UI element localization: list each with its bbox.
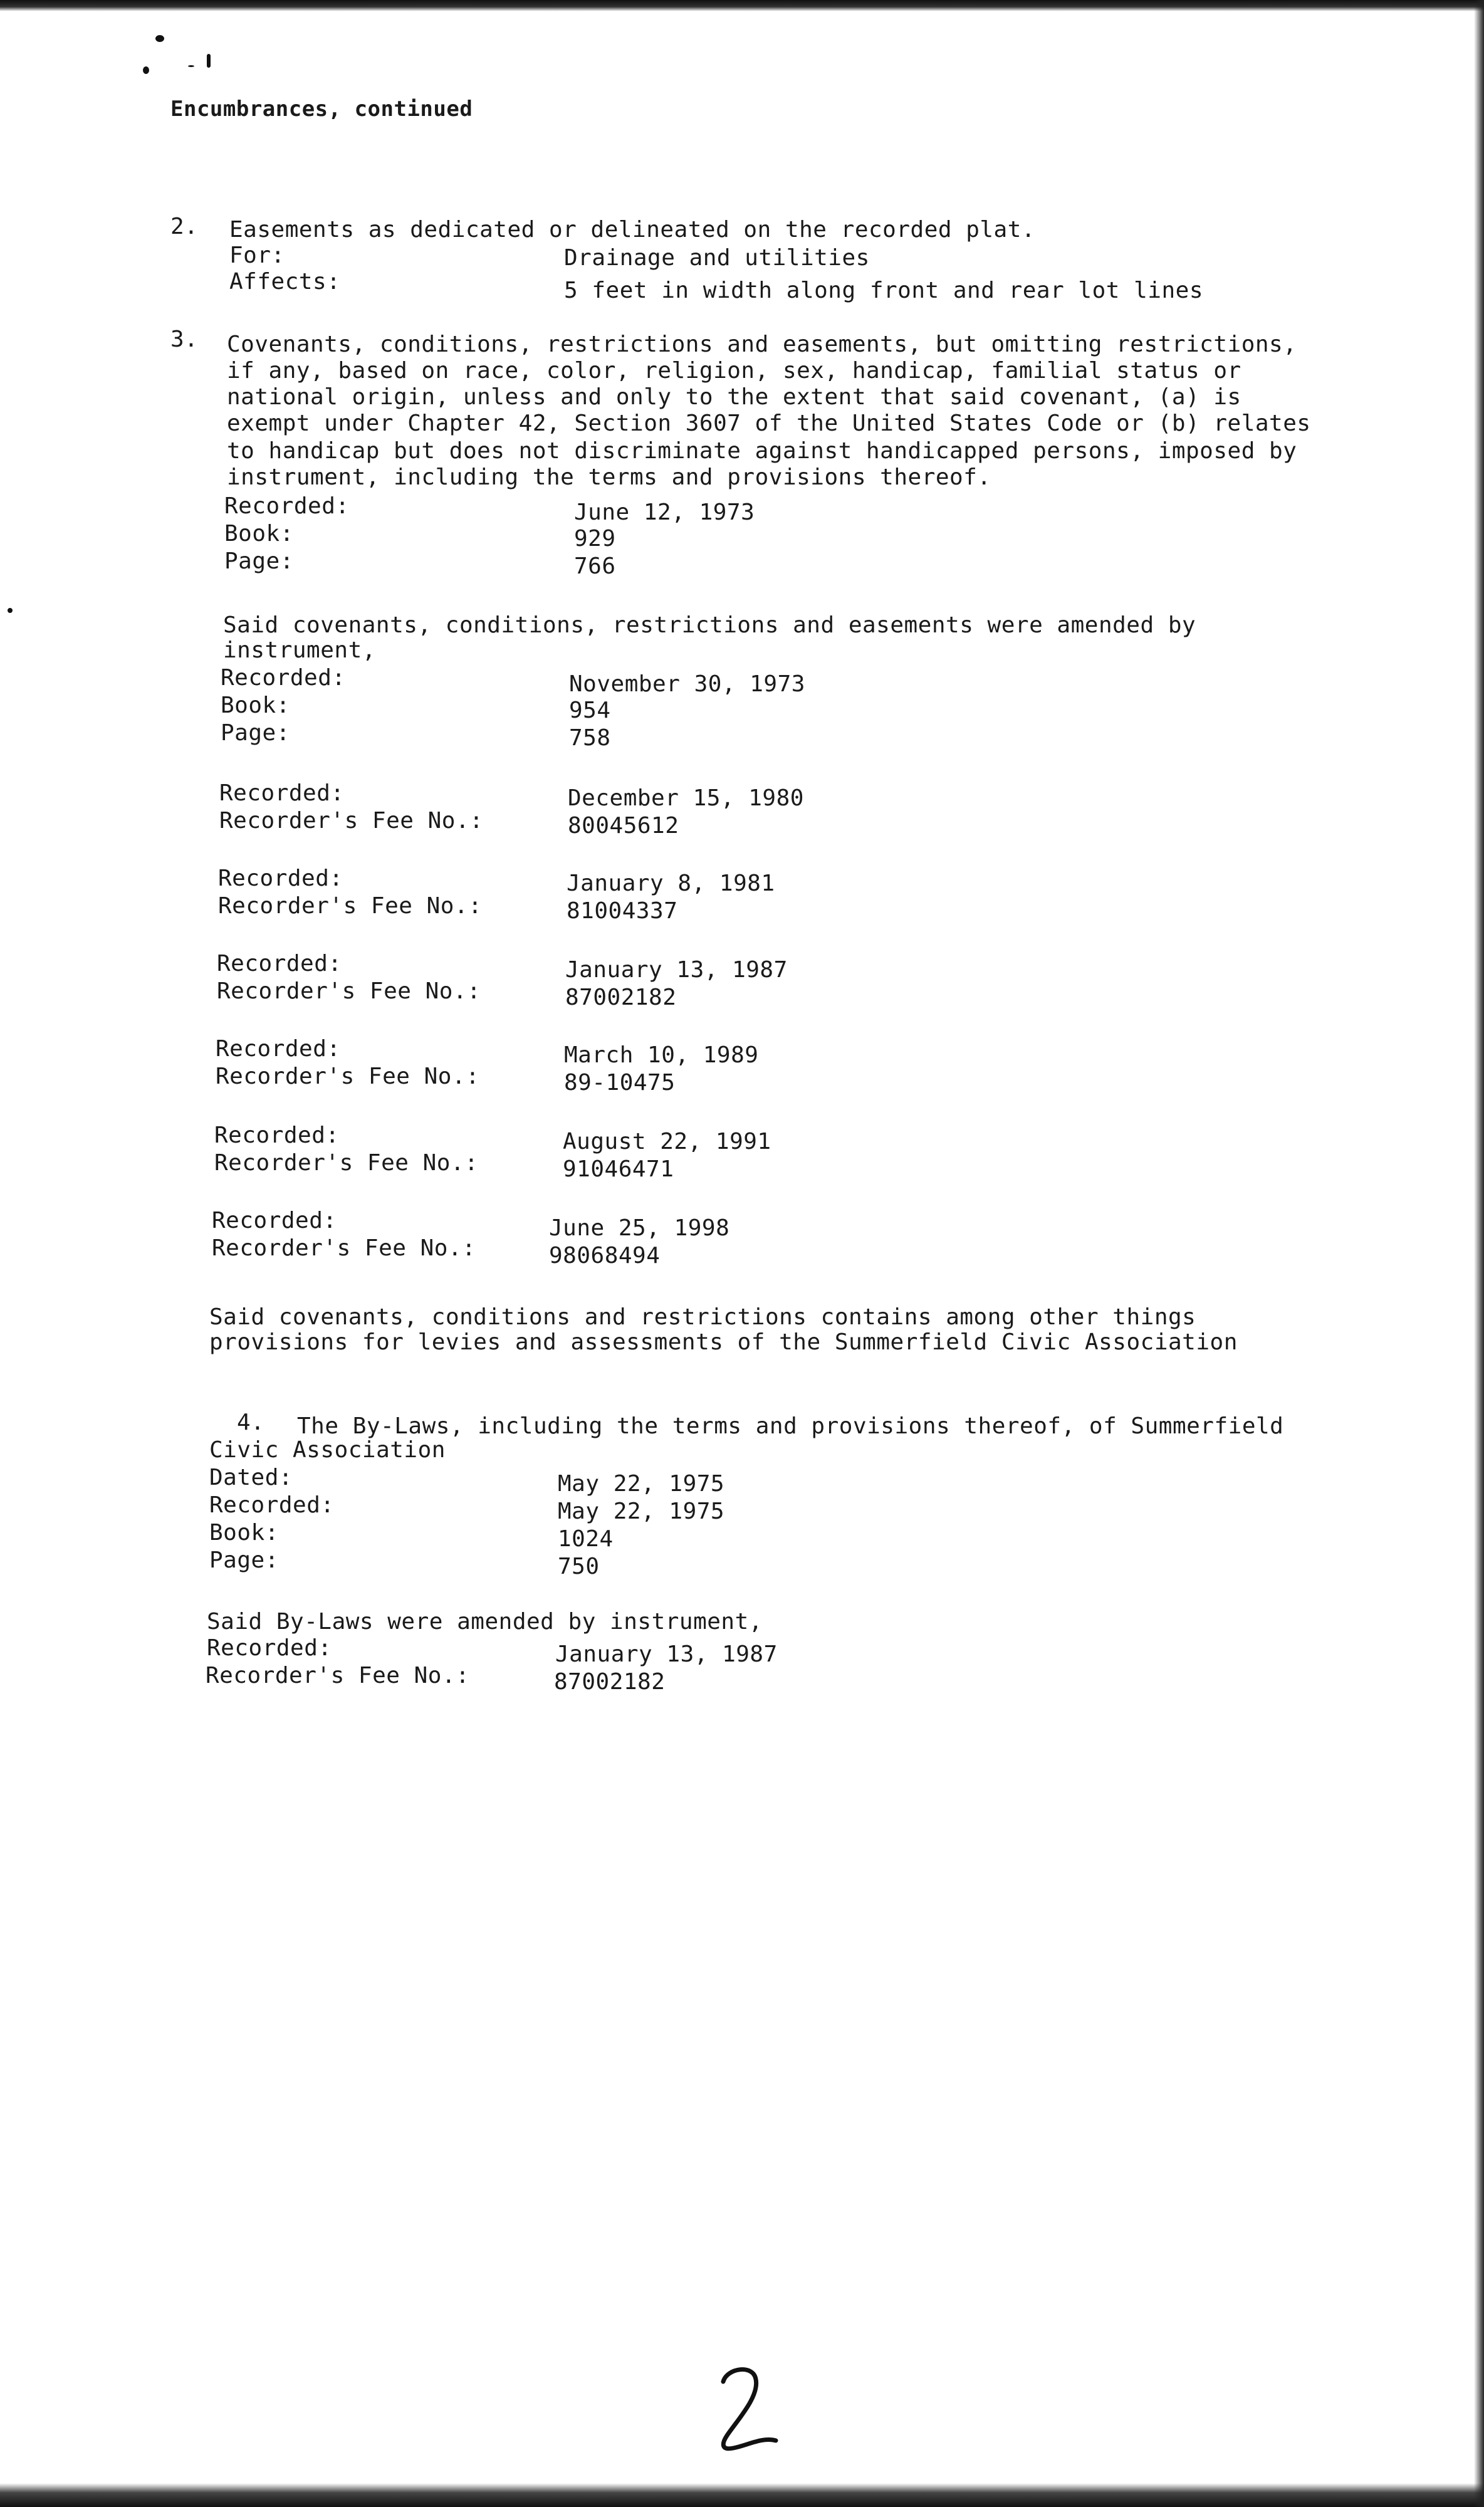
field-label: Page: — [221, 720, 290, 746]
field-value: June 25, 1998 — [549, 1215, 730, 1241]
field-label: Recorded: — [217, 951, 342, 976]
field-value: Drainage and utilities — [564, 245, 870, 271]
scan-speck — [8, 608, 13, 613]
field-value: November 30, 1973 — [569, 671, 805, 697]
field-label: Recorder's Fee No.: — [206, 1663, 470, 1688]
amendment-text-line: instrument, — [223, 637, 376, 663]
field-value: March 10, 1989 — [564, 1042, 759, 1068]
levies-text-line: Said covenants, conditions and restrictions contains among other things — [209, 1304, 1196, 1330]
field-value: December 15, 1980 — [568, 785, 804, 811]
field-value: 5 feet in width along front and rear lot lines — [564, 278, 1203, 303]
field-value: January 8, 1981 — [567, 871, 775, 896]
amendment-text-line: Said covenants, conditions, restrictions and easements were amended by — [223, 612, 1196, 638]
field-value: 929 — [574, 526, 616, 552]
field-value: 87002182 — [554, 1669, 666, 1695]
scan-border-right — [1474, 0, 1484, 2507]
field-label: For: — [229, 243, 285, 268]
field-value: 954 — [569, 698, 611, 723]
field-value: 758 — [569, 725, 611, 751]
field-label: Recorder's Fee No.: — [218, 893, 483, 919]
field-label: Recorded: — [214, 1123, 340, 1148]
item-text-line: Covenants, conditions, restrictions and easements, but omitting restrictions, — [227, 332, 1297, 357]
field-label: Recorded: — [209, 1492, 335, 1518]
field-label: Page: — [209, 1547, 279, 1573]
item-text-line: exempt under Chapter 42, Section 3607 of the United States Code or (b) relates — [227, 411, 1311, 436]
field-value: 98068494 — [549, 1243, 661, 1269]
levies-text-line: provisions for levies and assessments of the Summerfield Civic Association — [209, 1329, 1238, 1355]
item-text-line: to handicap but does not discriminate against handicapped persons, imposed by — [227, 438, 1297, 464]
field-label: Recorder's Fee No.: — [217, 978, 481, 1004]
field-label: Recorder's Fee No.: — [214, 1150, 479, 1176]
field-value: 1024 — [558, 1526, 614, 1552]
field-value: June 12, 1973 — [574, 500, 755, 525]
field-label: Page: — [224, 548, 294, 574]
item-number: 3. — [170, 327, 199, 352]
field-label: Book: — [224, 521, 294, 547]
field-value: 91046471 — [563, 1156, 674, 1182]
item-number: 2. — [170, 214, 199, 239]
field-value: 80045612 — [568, 813, 679, 839]
field-value: January 13, 1987 — [565, 957, 788, 983]
field-label: Recorded: — [212, 1208, 337, 1233]
scan-speck — [155, 35, 164, 42]
field-label: Recorded: — [224, 493, 350, 519]
field-label: Recorded: — [216, 1036, 341, 1062]
field-value: August 22, 1991 — [563, 1129, 771, 1154]
field-label: Affects: — [229, 269, 341, 295]
item-text: Easements as dedicated or delineated on the recorded plat. — [229, 217, 1036, 243]
field-value: 89-10475 — [564, 1070, 676, 1096]
field-label: Recorded: — [219, 780, 345, 806]
scan-speck — [207, 54, 211, 68]
item-text-line: Civic Association — [209, 1437, 446, 1463]
field-value: 750 — [558, 1554, 600, 1579]
field-label: Recorded: — [207, 1635, 332, 1661]
scan-speck — [188, 65, 194, 67]
field-value: 87002182 — [565, 985, 677, 1010]
handwritten-page-number — [714, 2363, 783, 2459]
scan-border-bottom — [0, 2483, 1484, 2507]
item-text-line: instrument, including the terms and provisions thereof. — [227, 464, 991, 490]
handwritten-page-number-glyph — [714, 2363, 783, 2457]
scan-border-top — [0, 0, 1484, 11]
item-number: 4. — [237, 1410, 265, 1435]
item-text-line: national origin, unless and only to the extent that said covenant, (a) is — [227, 384, 1241, 410]
field-label: Book: — [209, 1520, 279, 1546]
field-label: Recorder's Fee No.: — [219, 808, 484, 834]
item-text-line: if any, based on race, color, religion, sex, handicap, familial status or — [227, 358, 1241, 384]
field-label: Recorder's Fee No.: — [216, 1064, 480, 1089]
field-label: Book: — [221, 693, 290, 718]
field-value: 766 — [574, 553, 616, 579]
item-text-line: The By-Laws, including the terms and provisions thereof, of Summerfield — [297, 1413, 1284, 1439]
field-label: Dated: — [209, 1465, 293, 1490]
field-value: 81004337 — [567, 898, 678, 924]
scan-speck — [143, 66, 149, 74]
field-value: May 22, 1975 — [558, 1471, 725, 1497]
field-value: May 22, 1975 — [558, 1499, 725, 1524]
section-header: Encumbrances, continued — [170, 97, 473, 122]
field-value: January 13, 1987 — [555, 1641, 778, 1667]
field-label: Recorded: — [218, 866, 343, 891]
amendment-text-line: Said By-Laws were amended by instrument, — [207, 1609, 763, 1635]
field-label: Recorder's Fee No.: — [212, 1235, 476, 1261]
field-label: Recorded: — [221, 665, 346, 691]
